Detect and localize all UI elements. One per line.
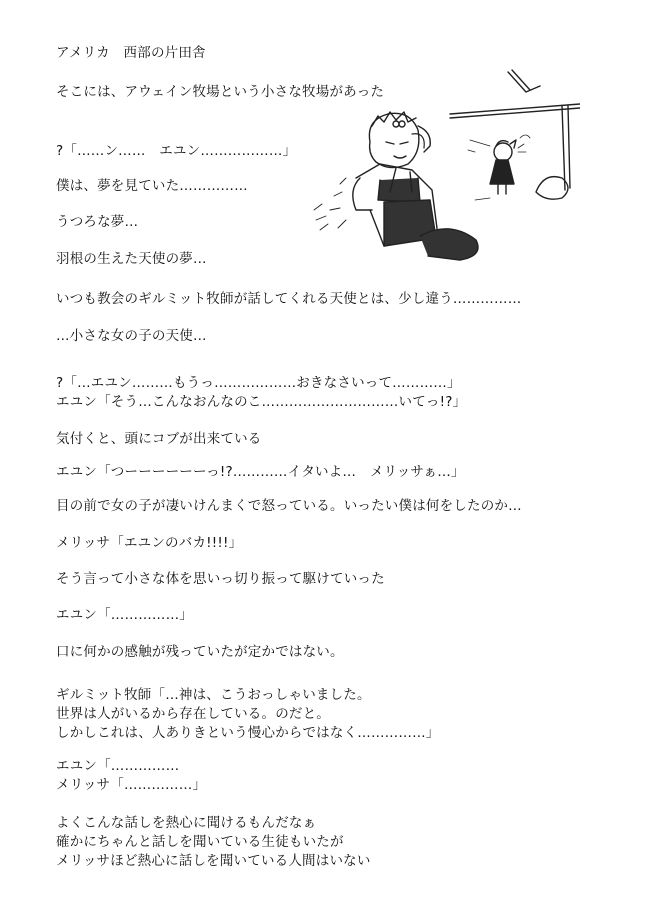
text-line-1: アメリカ 西部の片田舎 [56, 45, 206, 61]
text-line-18: ギルミット牧師「…神は、こうおっしゃいました。 [56, 687, 371, 703]
text-line-10: エユン「そう…こんなおんなのこ…………………………いてっ!?」 [56, 394, 467, 410]
text-line-3: ?「……ン…… エユン………………」 [56, 143, 297, 159]
text-line-7: いつも教会のギルミット牧師が話してくれる天使とは、少し違う…………… [56, 291, 522, 307]
rock [536, 177, 568, 200]
text-line-14: メリッサ「エユンのバカ!!!!」 [56, 535, 243, 551]
text-line-22: メリッサ「……………」 [56, 777, 207, 793]
text-line-16: エユン「……………」 [56, 607, 193, 623]
girl-figure [490, 135, 530, 194]
text-line-21: エユン「…………… [56, 758, 180, 774]
text-line-23: よくこんな話しを熱心に聞けるもんだなぁ [56, 815, 317, 831]
text-line-19: 世界は人がいるから存在している。のだと。 [56, 706, 330, 722]
text-line-12: エユン「つーーーーーーっ!?…………イタいよ… メリッサぁ…」 [56, 464, 465, 480]
text-line-6: 羽根の生えた天使の夢… [56, 251, 207, 267]
text-line-20: しかしこれは、人ありきという慢心からではなく……………」 [56, 725, 440, 741]
boy-figure [314, 112, 478, 260]
text-line-4: 僕は、夢を見ていた…………… [56, 178, 248, 194]
text-line-15: そう言って小さな体を思いっ切り振って駆けていった [56, 571, 385, 587]
text-line-24: 確かにちゃんと話しを聞いている生徒もいたが [56, 834, 344, 850]
text-line-11: 気付くと、頭にコブが出来ている [56, 431, 262, 447]
text-line-2: そこには、アウェイン牧場という小さな牧場があった [56, 84, 385, 100]
text-line-5: うつろな夢… [56, 214, 139, 230]
text-line-17: 口に何かの感触が残っていたが定かではない。 [56, 644, 344, 660]
text-line-8: …小さな女の子の天使… [56, 328, 207, 344]
barn-beams [450, 70, 580, 200]
text-line-13: 目の前で女の子が凄いけんまくで怒っている。いったい僕は何をしたのか… [56, 498, 522, 514]
text-line-25: メリッサほど熱心に話しを聞いている人間はいない [56, 853, 371, 869]
sketch-illustration [300, 60, 580, 280]
text-line-9: ?「…エユン………もうっ………………おきなさいって…………」 [56, 375, 461, 391]
